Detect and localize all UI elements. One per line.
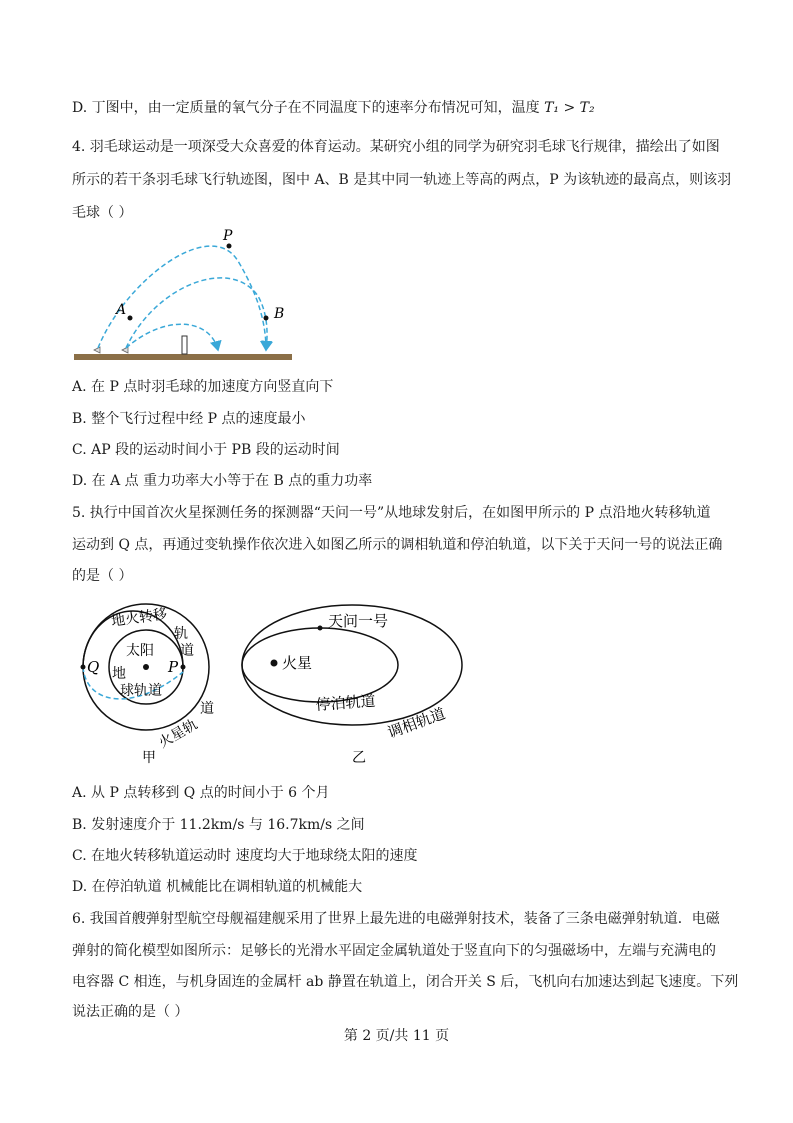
label-transfer-2: 轨 [174, 626, 188, 642]
q5-option-a: A. 从 P 点转移到 Q 点的时间小于 6 个月 [72, 785, 330, 801]
label-transfer-1: 地火转移 [110, 606, 169, 630]
q6-stem-line-3: 电容器 C 相连，与机身固连的金属杆 ab 静置在轨道上，闭合开关 S 后，飞机向右加速达到起飞速度。下列 [72, 974, 739, 990]
label-earth-1: 地 [112, 666, 126, 682]
point-a [128, 316, 133, 321]
q4-badminton-figure [70, 226, 300, 366]
q5-option-d: D. 在停泊轨道 机械能比在调相轨道的机械能大 [72, 879, 363, 895]
net-post [182, 336, 187, 354]
label-mars-2: 道 [200, 701, 214, 717]
trajectory-highest [98, 246, 266, 350]
label-phasing: 调相轨道 [385, 704, 448, 742]
q3-option-d-math: T₁ > T₂ [544, 100, 595, 116]
q5-figure-jia [74, 600, 224, 770]
point-p [181, 665, 186, 670]
q6-stem-line-2: 弹射的简化模型如图所示：足够长的光滑水平固定金属轨道处于竖直向下的匀强磁场中，左端与充满电的 [72, 943, 716, 959]
ground [74, 354, 292, 360]
label-a: A [116, 302, 127, 318]
q5-option-c: C. 在地火转移轨道运动时 速度均大于地球绕太阳的速度 [72, 848, 418, 864]
q3-option-d-text: D. 丁图中，由一定质量的氧气分子在不同温度下的速率分布情况可知，温度 [72, 100, 540, 116]
label-probe: 天问一号 [328, 612, 389, 630]
point-q [81, 665, 86, 670]
page-footer: 第 2 页/共 11 页 [343, 1028, 450, 1044]
q5-figure-yi [240, 600, 470, 770]
label-q: Q [87, 658, 100, 676]
shuttlecock-icon [94, 347, 100, 353]
point-p [227, 244, 232, 249]
label-b: B [274, 306, 285, 322]
q4-stem-line-3: 毛球（ ） [72, 205, 133, 221]
trajectory-low [126, 324, 218, 350]
mars-dot [271, 660, 278, 667]
probe-dot [318, 626, 323, 631]
q4-stem-line-1: 4. 羽毛球运动是一项深受大众喜爱的体育运动。某研究小组的同学为研究羽毛球飞行规律，描绘出了如图 [72, 139, 720, 155]
label-parking: 停泊轨道 [315, 691, 377, 714]
label-p: P [223, 228, 233, 244]
point-b [264, 316, 269, 321]
label-p: P [168, 658, 179, 676]
q5-option-b: B. 发射速度介于 11.2km/s 与 16.7km/s 之间 [72, 817, 365, 833]
q4-stem-line-2: 所示的若干条羽毛球飞行轨迹图，图中 A、B 是其中同一轨迹上等高的两点，P 为该轨迹的最高点，则该羽 [72, 172, 732, 188]
label-earth-2: 球轨道 [120, 683, 162, 699]
q6-stem-line-1: 6. 我国首艘弹射型航空母舰福建舰采用了世界上最先进的电磁弹射技术，装备了三条电磁弹射轨道．电磁 [72, 911, 720, 927]
trajectory-middle [126, 278, 267, 350]
q4-option-c: C. AP 段的运动时间小于 PB 段的运动时间 [72, 442, 340, 458]
q4-option-a: A. 在 P 点时羽毛球的加速度方向竖直向下 [72, 379, 334, 395]
q4-option-b: B. 整个飞行过程中经 P 点的速度最小 [72, 411, 306, 427]
q5-stem-line-2: 运动到 Q 点，再通过变轨操作依次进入如图乙所示的调相轨道和停泊轨道，以下关于天问一号的说法正确 [72, 537, 723, 553]
q5-stem-line-1: 5. 执行中国首次火星探测任务的探测器“天问一号”从地球发射后，在如图甲所示的 P 点沿地火转移轨道 [72, 505, 711, 521]
label-mars: 火星 [282, 654, 313, 672]
label-mars-1: 火星轨 [156, 716, 201, 752]
q6-stem-line-4: 说法正确的是（ ） [72, 1004, 189, 1020]
sun-dot [143, 664, 149, 670]
label-transfer-3: 道 [180, 643, 194, 659]
caption-jia: 甲 [142, 750, 156, 766]
label-sun: 太阳 [126, 643, 154, 659]
q4-option-d: D. 在 A 点 重力功率大小等于在 B 点的重力功率 [72, 473, 373, 489]
q3-option-d [72, 98, 595, 118]
caption-yi: 乙 [352, 750, 366, 766]
q5-stem-line-3: 的是（ ） [72, 568, 133, 584]
